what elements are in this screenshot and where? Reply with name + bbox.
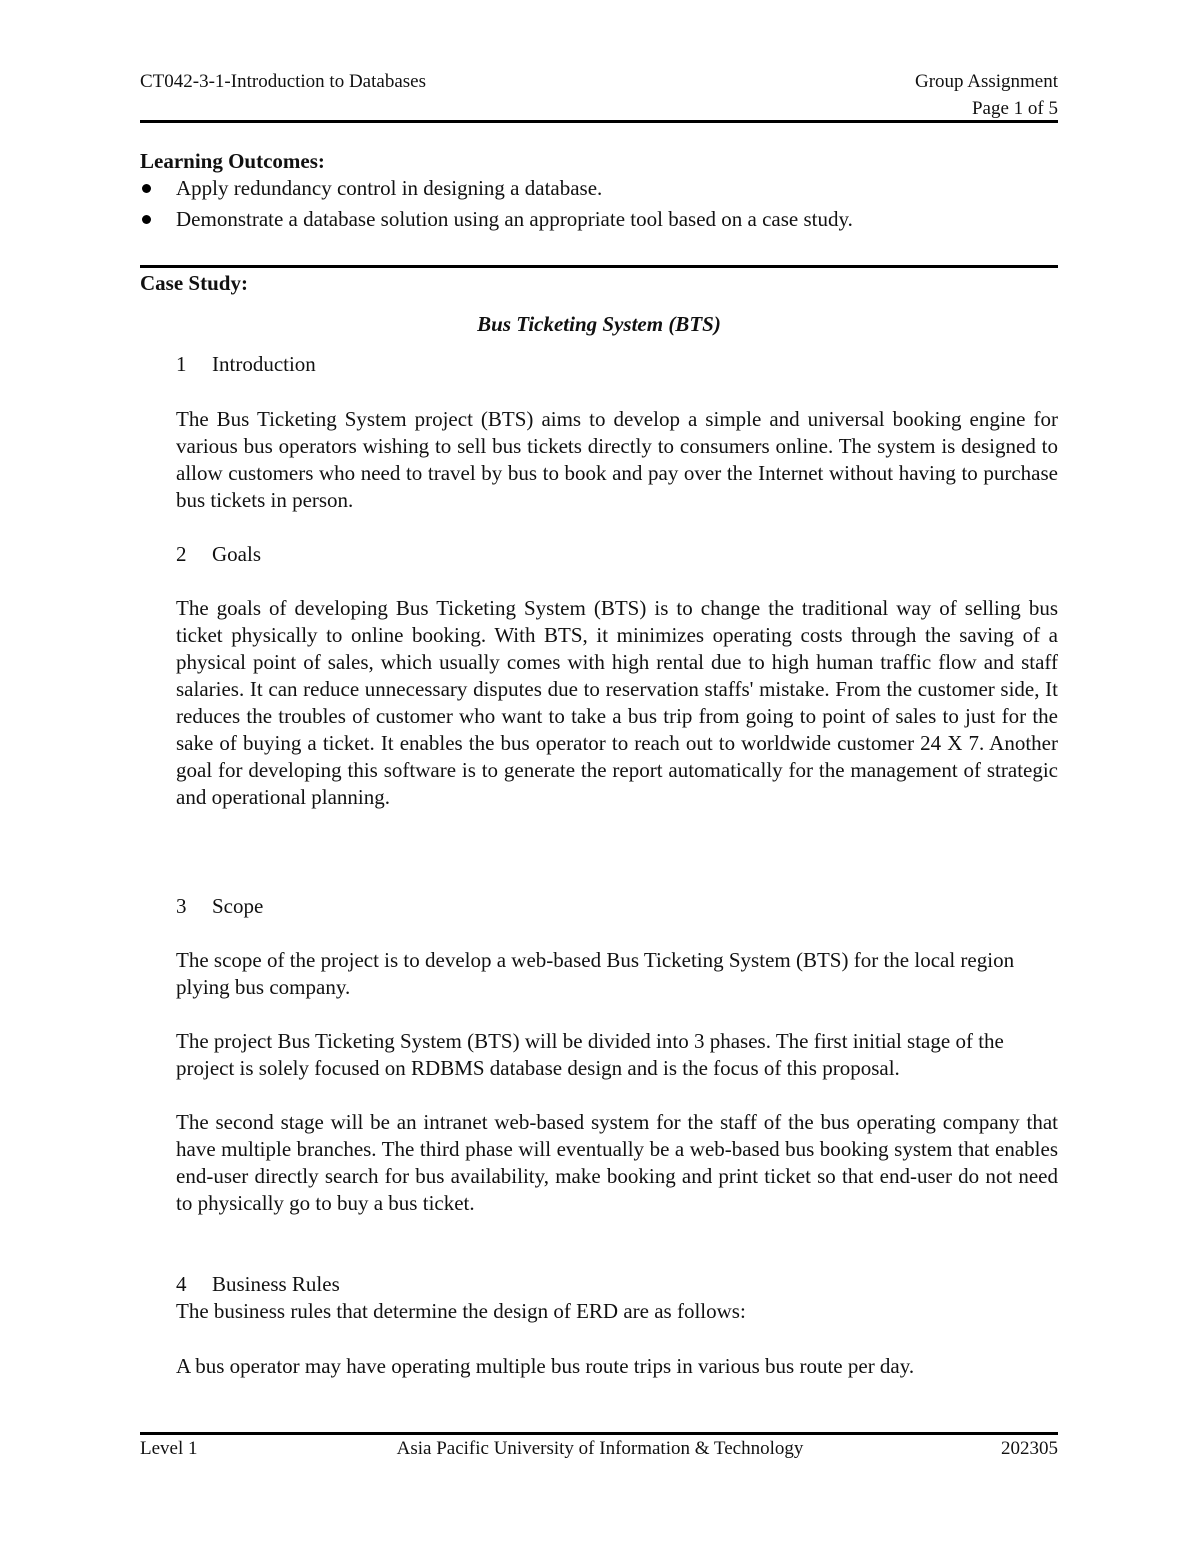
footer-university: Asia Pacific University of Information & Technology (396, 1438, 804, 1459)
footer-level: Level 1 (140, 1438, 198, 1459)
section-number: 4 (176, 1272, 187, 1296)
introduction-paragraph: The Bus Ticketing System project (BTS) aims to develop a simple and universal booking engine for various bus operators wishing to sell bus tickets directly to consumers online. The system is designed to allow customers who need to travel by bus to book and pay over the Internet without having to purchase bus tickets in person. (176, 407, 1058, 512)
section-title: Business Rules (212, 1272, 340, 1296)
goals-paragraph: The goals of developing Bus Ticketing System (BTS) is to change the traditional way of selling bus ticket physically to online booking. With BTS, it minimizes operating costs through the saving of a physical point of sales, which usually comes with high rental due to high human traffic flow and staff salaries. It can reduce unnecessary disputes due to reservation staffs' mistake. From the customer side, It reduces the troubles of customer who want to take a bus trip from going to point of sales to just for the sake of buying a ticket. It enables the bus operator to reach out to worldwide customer 24 X 7. Another goal for developing this software is to generate the report automatically for the management of strategic and operational planning. (176, 596, 1058, 809)
section-heading-business-rules (176, 1271, 340, 1298)
business-rules-intro: The business rules that determine the design of ERD are as follows: (176, 1299, 746, 1323)
section-number: 3 (176, 894, 187, 918)
header-rule (140, 120, 1058, 123)
section-number: 1 (176, 352, 187, 376)
learning-outcomes-list (140, 173, 1058, 235)
bullet-icon (142, 184, 151, 193)
learning-outcomes-title: Learning Outcomes: (140, 149, 325, 173)
scope-paragraph-3: The second stage will be an intranet web-based system for the staff of the bus operating company that have multiple branches. The third phase will eventually be a web-based bus booking system that enables end-user directly search for bus availability, make booking and print ticket so that end-user do not need to physically go to buy a bus ticket. (176, 1110, 1058, 1215)
section-heading-introduction (176, 351, 316, 378)
case-study-label: Case Study: (140, 271, 248, 295)
header-course: CT042-3-1-Introduction to Databases (140, 71, 426, 92)
header-page-number: Page 1 of 5 (971, 98, 1058, 119)
footer-rule (140, 1432, 1058, 1435)
section-heading-scope (176, 893, 263, 920)
learning-outcome-text: Demonstrate a database solution using an appropriate tool based on a case study. (176, 207, 853, 231)
section-title: Scope (212, 894, 264, 918)
section-heading-goals (176, 541, 261, 568)
header-assignment: Group Assignment (914, 71, 1058, 92)
business-rule-item: A bus operator may have operating multiple bus route trips in various bus route per day. (176, 1354, 915, 1378)
scope-paragraph-2: The project Bus Ticketing System (BTS) will be divided into 3 phases. The first initial stage of the project is solely focused on RDBMS database design and is the focus of this proposal. (176, 1029, 1004, 1080)
section-title: Goals (212, 542, 261, 566)
section-rule (140, 265, 1058, 268)
scope-paragraph-1: The scope of the project is to develop a web-based Bus Ticketing System (BTS) for the local region plying bus company. (176, 948, 1015, 999)
learning-outcome-item (140, 204, 1058, 235)
bullet-icon (142, 215, 151, 224)
section-number: 2 (176, 542, 187, 566)
case-study-title: Bus Ticketing System (BTS) (477, 312, 721, 336)
footer-code: 202305 (1001, 1438, 1058, 1459)
learning-outcome-item (140, 173, 1058, 204)
section-title: Introduction (212, 352, 316, 376)
learning-outcome-text: Apply redundancy control in designing a database. (176, 176, 603, 200)
